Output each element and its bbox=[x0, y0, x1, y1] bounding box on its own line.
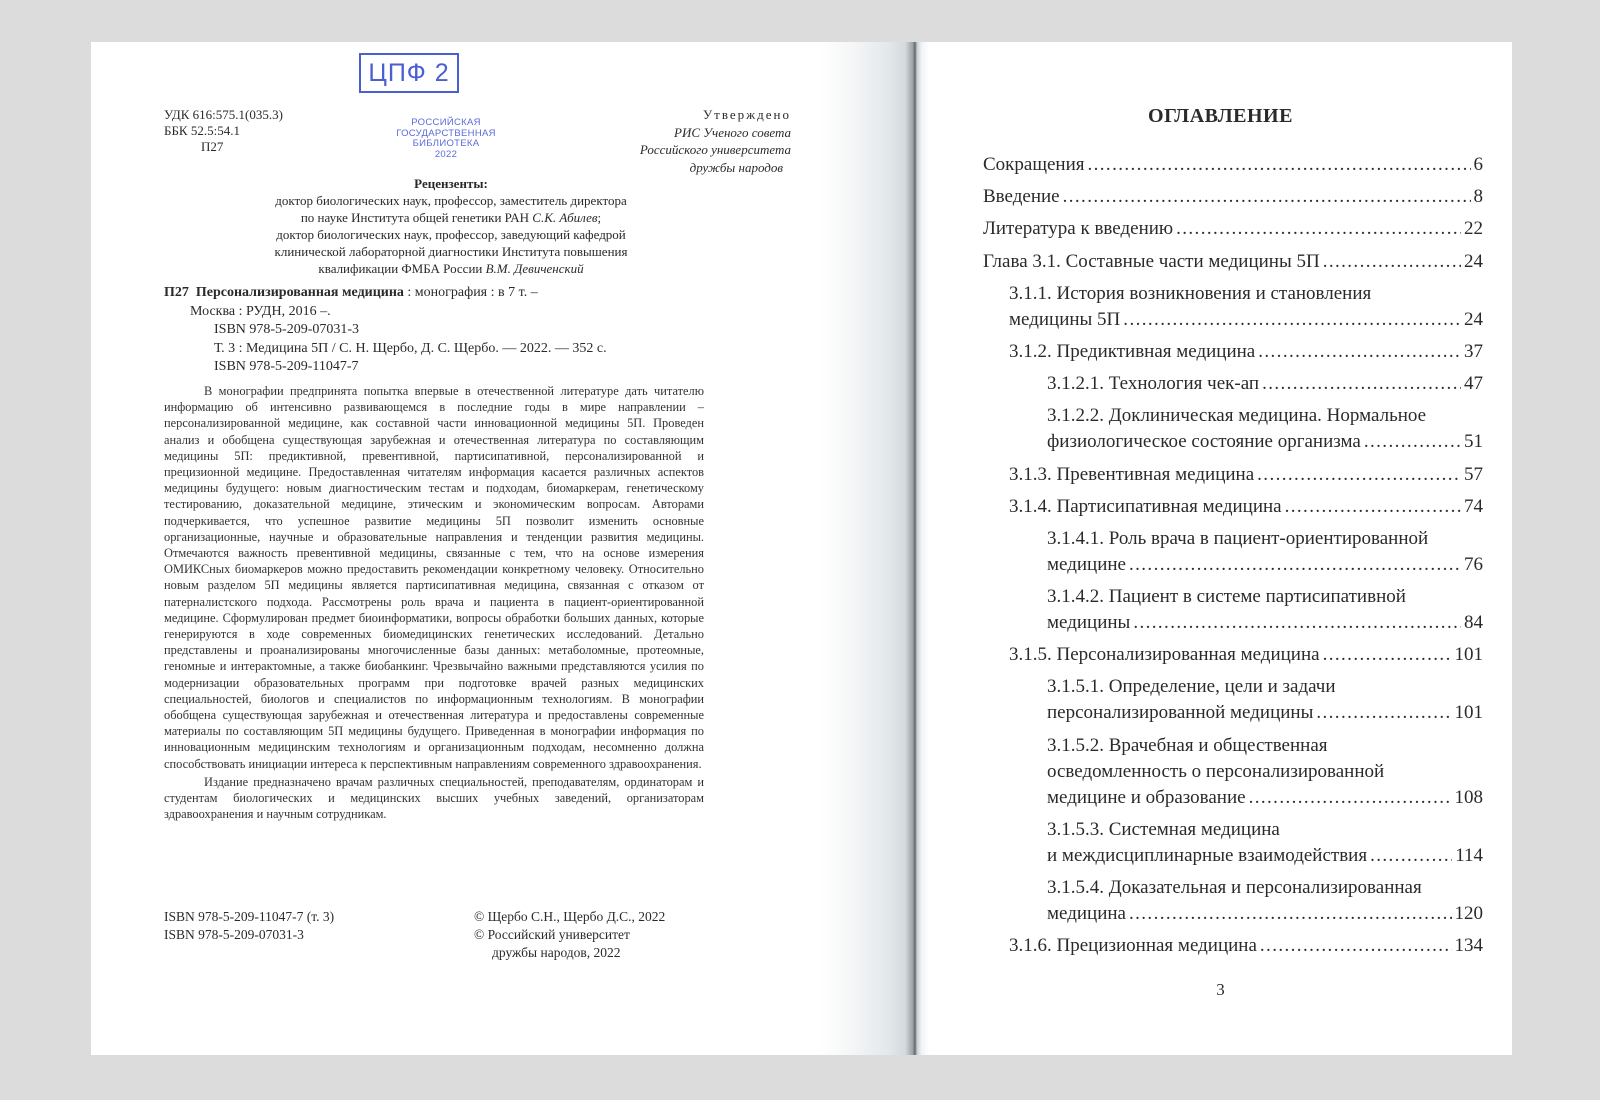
toc-entry-title: медицина bbox=[1047, 903, 1126, 924]
toc-page-number: 47 bbox=[1464, 373, 1483, 395]
copyright-block: © Щербо С.Н., Щербо Д.С., 2022 © Российский университет дружбы народов, 2022 bbox=[474, 909, 666, 960]
book-spread bbox=[91, 42, 1512, 1055]
toc-page-number: 6 bbox=[1473, 154, 1483, 175]
abstract bbox=[164, 383, 704, 822]
toc-entry-title: Сокращения bbox=[983, 154, 1085, 175]
toc-page-number: 84 bbox=[1464, 612, 1483, 634]
toc-entry-title: 3.1.6. Прецизионная медицина bbox=[1009, 935, 1257, 957]
toc-entry[interactable] bbox=[983, 674, 1483, 726]
bbk-code: ББК 52.5:54.1 bbox=[164, 123, 240, 138]
toc-entry-title: медицины 5П bbox=[1009, 308, 1121, 330]
toc-entry[interactable] bbox=[983, 152, 1483, 178]
right-page bbox=[929, 42, 1512, 1055]
toc-entry-title: персонализированной медицины bbox=[1047, 702, 1314, 724]
toc-leader-dots bbox=[1323, 249, 1461, 275]
toc-entry-title: 3.1.3. Превентивная медицина bbox=[1009, 463, 1255, 485]
toc-leader-dots bbox=[1087, 152, 1470, 178]
toc-page-number: 24 bbox=[1464, 308, 1483, 330]
toc-leader-dots bbox=[1364, 429, 1461, 455]
toc-leader-dots bbox=[1260, 933, 1452, 959]
toc-entry[interactable] bbox=[983, 526, 1483, 578]
abstract-paragraph: В монографии предпринята попытка впервые в отечественной литературе дать читателю информацию об интенсивно развивающемся в последние годы в мире направлении – персонализированной медицине, как составной части инновационной медицины 5П. Проведен анализ и обобщена существующая зарубежная и отечественная литература по составляющим медицины 5П: предиктивной, превентивной, партисипативной, персонализированной и прецизионной медицине. Предоставленная читателям информация касается различных аспектов медицины будущего: новым диагностическим тестам и подходам, биомаркерам, генетическому тестированию, доказательной медицине, этическим и экономическим вопросам. Авторами подчеркивается, что успешное развитие медицины 5П позволит изменить основные организационные, научные и образовательные направления и тенденции развития медицины. Отмечаются важность превентивной медицины, связанные с тем, что на основе измерения ОМИКСных биомаркеров можно предоставить рекомендации конкретному человеку. Относительно новым разделом 5П медицины является партисипативная медицина, связанная с отказом от патерналистского подхода. Рассмотрены роль врача и пациента в пациент-ориентированной медицине. Сформулирован предмет биоинформатики, вопросы обработки больших данных, которые генерируются в ходе современных биомедицинских генетических исследований. Детально представлены и проанализированы многочисленные базы данных: метаболомные, протеомные, геномные и интерактомные, а также биобанкинг. Чрезвычайно важными представляются усилия по модернизации образовательных программ при подготовке врачей разных медицинских специальностей, биологов и специалистов по информационным технологиям. В монографии обобщена существующая зарубежная и отечественная литература и предоставлены современные материалы по составляющим 5П медицины будущего. Приведенная в монографии информация по инновационным медицинским технологиям и организационным подходам, несомненно должна способствовать инициации интереса к перспективным направлениям современного здравоохранения. bbox=[164, 384, 704, 771]
toc-entry-title: 3.1.5.4. Доказательная и персонализированная bbox=[1047, 877, 1422, 898]
toc-entry-title: и междисциплинарные взаимодействия bbox=[1047, 844, 1368, 866]
toc-entry[interactable] bbox=[983, 933, 1483, 959]
toc-leader-dots bbox=[1133, 610, 1461, 636]
toc-page-number: 114 bbox=[1455, 844, 1483, 866]
book-title: Персонализированная медицина bbox=[195, 285, 404, 300]
toc-entry-title: Глава 3.1. Составные части медицины 5П bbox=[983, 250, 1320, 272]
toc-entry[interactable] bbox=[983, 817, 1483, 869]
toc-entry[interactable] bbox=[983, 494, 1483, 520]
toc-leader-dots bbox=[1063, 184, 1471, 210]
toc-page-number: 76 bbox=[1464, 553, 1483, 575]
isbn-line: ISBN 978-5-209-07031-3 bbox=[164, 927, 304, 942]
author-index: П27 bbox=[201, 139, 224, 154]
toc-page-number: 101 bbox=[1454, 702, 1483, 724]
cpf-stamp: ЦПФ 2 bbox=[359, 53, 459, 93]
toc-leader-dots bbox=[1129, 552, 1461, 578]
toc-entry-title: 3.1.5. Персонализированная медицина bbox=[1009, 644, 1320, 666]
toc-leader-dots bbox=[1285, 494, 1461, 520]
toc-entry-title: Введение bbox=[983, 186, 1060, 208]
toc-leader-dots bbox=[1123, 307, 1461, 333]
toc-page-number: 22 bbox=[1464, 218, 1483, 240]
classification-codes bbox=[164, 107, 283, 155]
toc-entry[interactable] bbox=[983, 249, 1483, 275]
toc-entry-title: 3.1.2.1. Технология чек-ап bbox=[1047, 373, 1260, 395]
toc-entry[interactable] bbox=[983, 642, 1483, 668]
udk-code: УДК 616:575.1(035.3) bbox=[164, 107, 283, 122]
abstract-paragraph: Издание предназначено врачам различных специальностей, преподавателям, ординаторам и студентам биологических и медицинских высших учебных заведений, организаторам здравоохранения и научным сотрудникам. bbox=[164, 774, 704, 822]
approval-block: Утверждено РИС Ученого совета Российского университета дружбы народов bbox=[639, 107, 791, 175]
toc-entry[interactable] bbox=[983, 184, 1483, 210]
toc-entry[interactable] bbox=[983, 584, 1483, 636]
toc-leader-dots bbox=[1258, 339, 1461, 365]
isbn-block bbox=[164, 908, 334, 944]
toc-entry-title: 3.1.4. Партисипативная медицина bbox=[1009, 495, 1282, 517]
reviewer-name: В.М. Девиченский bbox=[485, 261, 584, 276]
toc-entry-title: 3.1.2. Предиктивная медицина bbox=[1009, 340, 1256, 362]
toc-page-number: 74 bbox=[1464, 495, 1483, 517]
table-of-contents bbox=[983, 152, 1483, 965]
toc-entry-title: Литература к введению bbox=[983, 218, 1174, 240]
toc-entry[interactable] bbox=[983, 339, 1483, 365]
toc-leader-dots bbox=[1129, 901, 1452, 927]
toc-entry[interactable] bbox=[983, 462, 1483, 488]
toc-entry-title: физиологическое состояние организма bbox=[1047, 431, 1361, 453]
toc-entry[interactable] bbox=[983, 281, 1483, 333]
book-gutter bbox=[821, 42, 929, 1055]
toc-entry-title: медицине bbox=[1047, 553, 1126, 575]
toc-page-number: 120 bbox=[1454, 903, 1483, 924]
toc-entry-title: осведомленность о персонализированной bbox=[1047, 760, 1385, 782]
toc-entry-title: 3.1.5.1. Определение, цели и задачи bbox=[1047, 676, 1336, 698]
toc-leader-dots bbox=[1370, 843, 1452, 869]
toc-page-number: 57 bbox=[1464, 463, 1483, 485]
toc-entry[interactable] bbox=[983, 733, 1483, 811]
toc-entry-title: 3.1.2.2. Доклиническая медицина. Нормальное bbox=[1047, 405, 1427, 427]
toc-entry-title: 3.1.4.2. Пациент в системе партисипативной bbox=[1047, 586, 1406, 608]
toc-leader-dots bbox=[1323, 642, 1452, 668]
toc-entry-title: 3.1.5.2. Врачебная и общественная bbox=[1047, 734, 1328, 756]
library-stamp: РОССИЙСКАЯ ГОСУДАРСТВЕННАЯ БИБЛИОТЕКА 2022 bbox=[396, 117, 496, 160]
toc-page-number: 134 bbox=[1454, 935, 1483, 957]
isbn-line: ISBN 978-5-209-11047-7 (т. 3) bbox=[164, 909, 335, 924]
toc-entry-title: 3.1.5.3. Системная медицина bbox=[1047, 818, 1280, 840]
toc-entry[interactable] bbox=[983, 216, 1483, 242]
toc-entry[interactable] bbox=[983, 403, 1483, 455]
toc-entry[interactable] bbox=[983, 371, 1483, 397]
reviewers-block: Рецензенты: доктор биологических наук, профессор, заместитель директора по науке Института общей генетики РАН С.К. Абилев; доктор биологических наук, профессор, заведующий кафедрой клинической лабораторной диагностики Института повышения квалификации ФМБА России В.М. Девиченский bbox=[221, 175, 681, 277]
toc-leader-dots bbox=[1249, 785, 1452, 811]
toc-leader-dots bbox=[1262, 371, 1461, 397]
toc-entry-title: 3.1.4.1. Роль врача в пациент-ориентированной bbox=[1047, 527, 1429, 549]
toc-entry-title: медицины bbox=[1047, 612, 1131, 634]
toc-page-number: 37 bbox=[1464, 340, 1483, 362]
toc-entry-title: 3.1.1. История возникновения и становления bbox=[1009, 282, 1372, 304]
toc-leader-dots bbox=[1257, 462, 1461, 488]
toc-leader-dots bbox=[1176, 216, 1461, 242]
toc-page-number: 51 bbox=[1464, 431, 1483, 453]
toc-leader-dots bbox=[1316, 700, 1451, 726]
toc-page-number: 8 bbox=[1473, 186, 1483, 208]
toc-page-number: 108 bbox=[1454, 786, 1483, 808]
reviewer-name: С.К. Абилев bbox=[532, 210, 598, 225]
bibliographic-record: П27 Персонализированная медицина : монография : в 7 т. – Москва : РУДН, 2016 –. ISBN 978-5-209-07031-3 Т. 3 : Медицина 5П / С. Н. Щербо, Д. С. Щербо. — 2022. — 352 с. ISBN 978-5-209-11047-7 bbox=[164, 285, 607, 374]
left-page bbox=[91, 42, 821, 1055]
toc-page-number: 101 bbox=[1454, 644, 1483, 666]
reviewers-title: Рецензенты: bbox=[414, 176, 488, 191]
toc-entry[interactable] bbox=[983, 875, 1483, 927]
page-number: 3 bbox=[1216, 980, 1225, 999]
toc-title: ОГЛАВЛЕНИЕ bbox=[1148, 105, 1293, 127]
toc-entry-title: медицине и образование bbox=[1047, 786, 1246, 808]
toc-page-number: 24 bbox=[1464, 250, 1483, 272]
